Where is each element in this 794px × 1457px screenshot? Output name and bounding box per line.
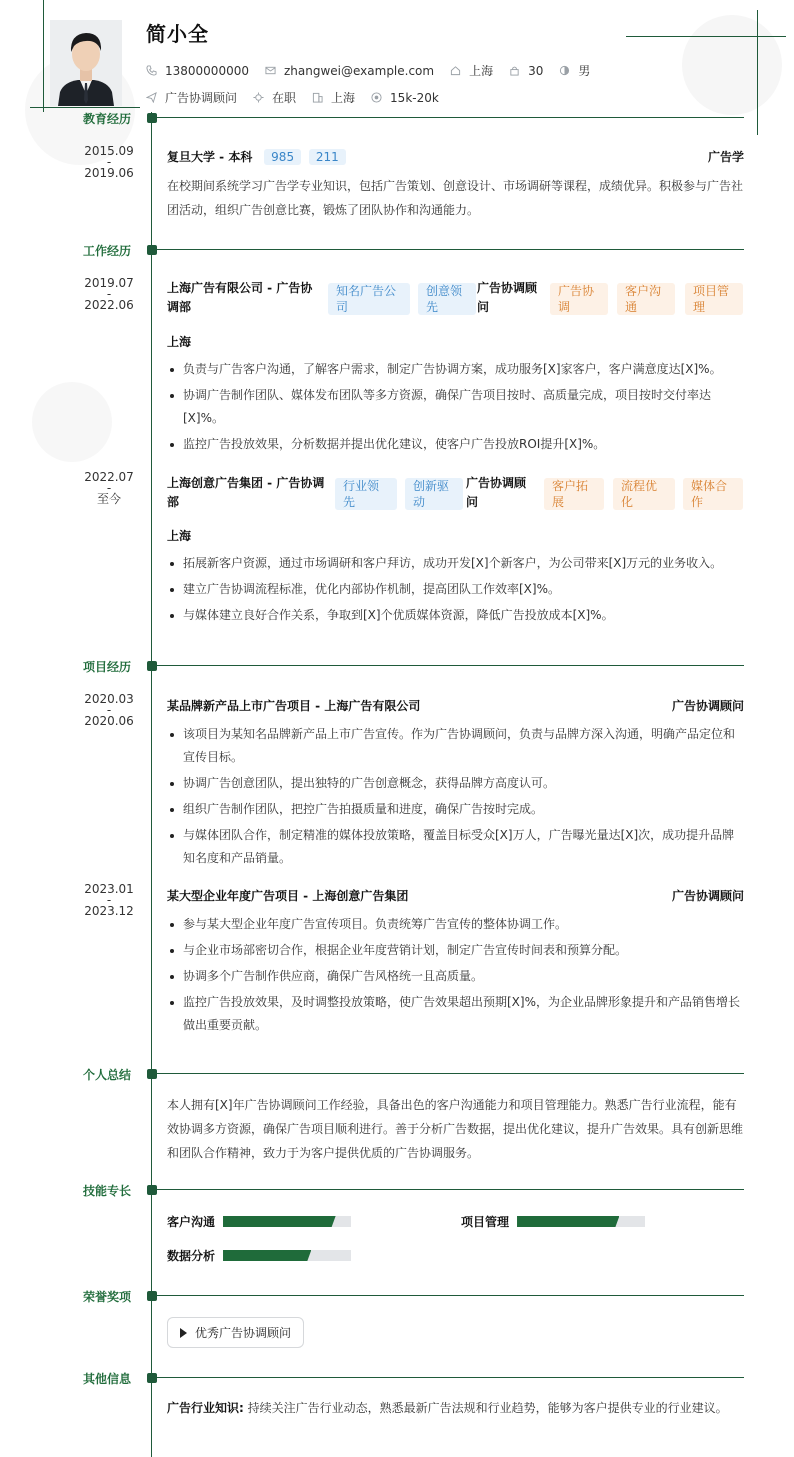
salary-text: 15k-20k [390, 90, 439, 105]
skill-item [461, 1213, 645, 1230]
decor-line [43, 0, 44, 112]
major: 广告学 [707, 150, 744, 164]
skill-bar-fill [223, 1250, 311, 1261]
section-marker [147, 245, 157, 255]
work-bullets [167, 552, 744, 630]
section-title-other: 其他信息 [83, 1372, 132, 1386]
section-marker [147, 1291, 157, 1301]
other-info-label: 广告行业知识: [167, 1401, 244, 1415]
city-item [312, 89, 355, 106]
skill-tag: 广告协调 [550, 283, 608, 315]
skill-tag: 客户拓展 [544, 478, 604, 510]
project-role: 广告协调顾问 [671, 889, 744, 903]
list-item: 与企业市场部密切合作，根据企业年度营销计划，制定广告宣传时间表和预算分配。 [167, 939, 744, 962]
education-date: 2015.09 - 2019.06 [84, 144, 134, 180]
skill-bar-fill [223, 1216, 336, 1227]
email-text: zhangwei@example.com [283, 63, 435, 78]
project-date: 2020.03 - 2020.06 [84, 692, 134, 728]
date-end: 2020.06 [84, 714, 134, 728]
city-text: 上海 [331, 91, 356, 105]
skill-item [167, 1213, 351, 1230]
section-title-awards: 荣誉奖项 [83, 1290, 132, 1304]
project-bullets [167, 913, 744, 1040]
job-target-text: 广告协调顾问 [165, 91, 238, 105]
skill-tag: 客户沟通 [617, 283, 675, 315]
skill-bar [223, 1250, 351, 1261]
section-title-skills: 技能专长 [83, 1184, 132, 1198]
timeline-line [151, 112, 152, 1457]
phone-item [146, 64, 249, 78]
company-tag: 创意领先 [418, 283, 476, 315]
school-tag: 211 [309, 149, 346, 165]
decor-circle [682, 15, 782, 115]
skill-item [167, 1247, 351, 1264]
location-text: 上海 [469, 64, 494, 78]
skill-bar [223, 1216, 351, 1227]
skill-tag: 流程优化 [613, 478, 675, 510]
section-marker [147, 661, 157, 671]
skill-bar [517, 1216, 645, 1227]
section-marker [147, 113, 157, 123]
send-icon [146, 92, 157, 103]
location-item [450, 62, 493, 79]
education-header [167, 148, 744, 166]
gender-item [559, 62, 590, 79]
job-intent-row [146, 89, 455, 106]
age-item [509, 64, 543, 78]
list-item: 组织广告制作团队，把控广告拍摄质量和进度，确保广告按时完成。 [167, 798, 744, 821]
other-info [167, 1396, 744, 1420]
company-tag: 行业领先 [335, 478, 397, 510]
skill-bar-fill [517, 1216, 619, 1227]
list-item: 监控广告投放效果，及时调整投放策略，使广告效果超出预期[X]%，为企业品牌形象提升和产品销售增长做出重要贡献。 [167, 991, 744, 1037]
candidate-name: 简小全 [146, 22, 209, 46]
salary-icon [371, 92, 382, 103]
section-divider [157, 665, 744, 666]
award-name: 优秀广告协调顾问 [195, 1326, 292, 1340]
list-item: 建立广告协调流程标准，优化内部协作机制，提高团队工作效率[X]%。 [167, 578, 744, 601]
list-item: 协调多个广告制作供应商，确保广告风格统一且高质量。 [167, 965, 744, 988]
decor-line [30, 107, 140, 108]
age-icon [509, 65, 520, 76]
section-divider [157, 1377, 744, 1378]
work-date: 2022.07 - 至今 [84, 470, 134, 506]
decor-line [757, 10, 758, 135]
company-name: 上海创意广告集团 - 广告协调部 [167, 476, 325, 509]
work-bullets [167, 358, 744, 459]
section-title-projects: 项目经历 [83, 660, 132, 674]
building-icon [312, 92, 323, 103]
decor-line [626, 36, 786, 37]
project-header [167, 697, 744, 715]
list-item: 拓展新客户资源，通过市场调研和客户拜访，成功开发[X]个新客户，为公司带来[X]万元的业务收入。 [167, 552, 744, 575]
section-title-education: 教育经历 [83, 112, 132, 126]
phone-text: 13800000000 [165, 63, 249, 78]
date-start: 2015.09 [84, 144, 134, 158]
summary-text: 本人拥有[X]年广告协调顾问工作经验，具备出色的客户沟通能力和项目管理能力。熟悉广告行业流程，能有效协调多方资源，确保广告项目顺利进行。善于分析广告数据，提出优化建议，提升广告效果。具有创新思维和团队合作精神，致力于为客户提供优质的广告协调服务。 [167, 1098, 744, 1160]
age-text: 30 [528, 63, 544, 78]
school-name: 复旦大学 - 本科 [167, 150, 253, 164]
triangle-right-icon [180, 1328, 187, 1338]
work-location: 上海 [167, 335, 192, 349]
contact-row [146, 62, 606, 79]
job-role: 广告协调顾问 [477, 281, 538, 314]
company-tag: 知名广告公司 [328, 283, 410, 315]
skill-name: 项目管理 [461, 1215, 510, 1229]
list-item: 该项目为某知名品牌新产品上市广告宣传。作为广告协调顾问，负责与品牌方深入沟通，明确产品定位和宣传目标。 [167, 723, 744, 769]
company-tag: 创新驱动 [405, 478, 463, 510]
skill-tag: 媒体合作 [683, 478, 743, 510]
school-tag: 985 [264, 149, 301, 165]
date-end: 2023.12 [84, 904, 134, 918]
date-end: 至今 [96, 492, 121, 506]
project-role: 广告协调顾问 [671, 699, 744, 713]
status-icon [253, 92, 264, 103]
email-item [265, 64, 434, 78]
work-location: 上海 [167, 529, 192, 543]
job-role: 广告协调顾问 [466, 476, 527, 509]
work-date: 2019.07 - 2022.06 [84, 276, 134, 312]
date-start: 2022.07 [84, 470, 134, 484]
project-date: 2023.01 - 2023.12 [84, 882, 134, 918]
salary-item [371, 91, 439, 105]
home-icon [450, 65, 461, 76]
status-item [253, 89, 296, 106]
list-item: 协调广告制作团队、媒体发布团队等多方资源，确保广告项目按时、高质量完成，项目按时交付率达[X]%。 [167, 384, 744, 430]
project-bullets [167, 723, 744, 873]
section-marker [147, 1373, 157, 1383]
date-start: 2020.03 [84, 692, 134, 706]
decor-circle [32, 382, 112, 462]
mail-icon [265, 65, 276, 76]
avatar [50, 20, 122, 106]
section-title-work: 工作经历 [83, 244, 132, 258]
phone-icon [146, 65, 157, 76]
list-item: 与媒体建立良好合作关系，争取到[X]个优质媒体资源，降低广告投放成本[X]%。 [167, 604, 744, 627]
date-end: 2019.06 [84, 166, 134, 180]
skill-name: 数据分析 [167, 1249, 216, 1263]
list-item: 监控广告投放效果，分析数据并提出优化建议，使客户广告投放ROI提升[X]%。 [167, 433, 744, 456]
skill-tag: 项目管理 [685, 283, 743, 315]
other-info-text: 持续关注广告行业动态，熟悉最新广告法规和行业趋势，能够为客户提供专业的行业建议。 [247, 1401, 728, 1415]
section-divider [157, 1295, 744, 1296]
list-item: 协调广告创意团队，提出独特的广告创意概念，获得品牌方高度认可。 [167, 772, 744, 795]
section-title-summary: 个人总结 [83, 1068, 132, 1082]
list-item: 参与某大型企业年度广告宣传项目。负责统筹广告宣传的整体协调工作。 [167, 913, 744, 936]
project-title: 某品牌新产品上市广告项目 - 上海广告有限公司 [167, 699, 421, 713]
status-text: 在职 [272, 91, 297, 105]
list-item: 与媒体团队合作，制定精准的媒体投放策略，覆盖目标受众[X]万人，广告曝光量达[X]次，成功提升品牌知名度和产品销量。 [167, 824, 744, 870]
section-divider [157, 249, 744, 250]
gender-text: 男 [578, 64, 591, 78]
education-description: 在校期间系统学习广告学专业知识，包括广告策划、创意设计、市场调研等课程，成绩优异。积极参与广告社团活动，组织广告创意比赛，锻炼了团队协作和沟通能力。 [167, 179, 744, 217]
date-start: 2019.07 [84, 276, 134, 290]
company-name: 上海广告有限公司 - 广告协调部 [167, 281, 313, 314]
job-target-item [146, 89, 237, 106]
award-badge [167, 1317, 304, 1348]
skill-name: 客户沟通 [167, 1215, 216, 1229]
list-item: 负责与广告客户沟通，了解客户需求，制定广告协调方案，成功服务[X]家客户，客户满意度达[X]%。 [167, 358, 744, 381]
project-header [167, 887, 744, 905]
section-divider [157, 1073, 744, 1074]
date-start: 2023.01 [84, 882, 134, 896]
project-title: 某大型企业年度广告项目 - 上海创意广告集团 [167, 889, 409, 903]
date-end: 2022.06 [84, 298, 134, 312]
section-marker [147, 1069, 157, 1079]
section-marker [147, 1185, 157, 1195]
section-divider [157, 1189, 744, 1190]
gender-icon [559, 65, 570, 76]
section-divider [157, 117, 744, 118]
